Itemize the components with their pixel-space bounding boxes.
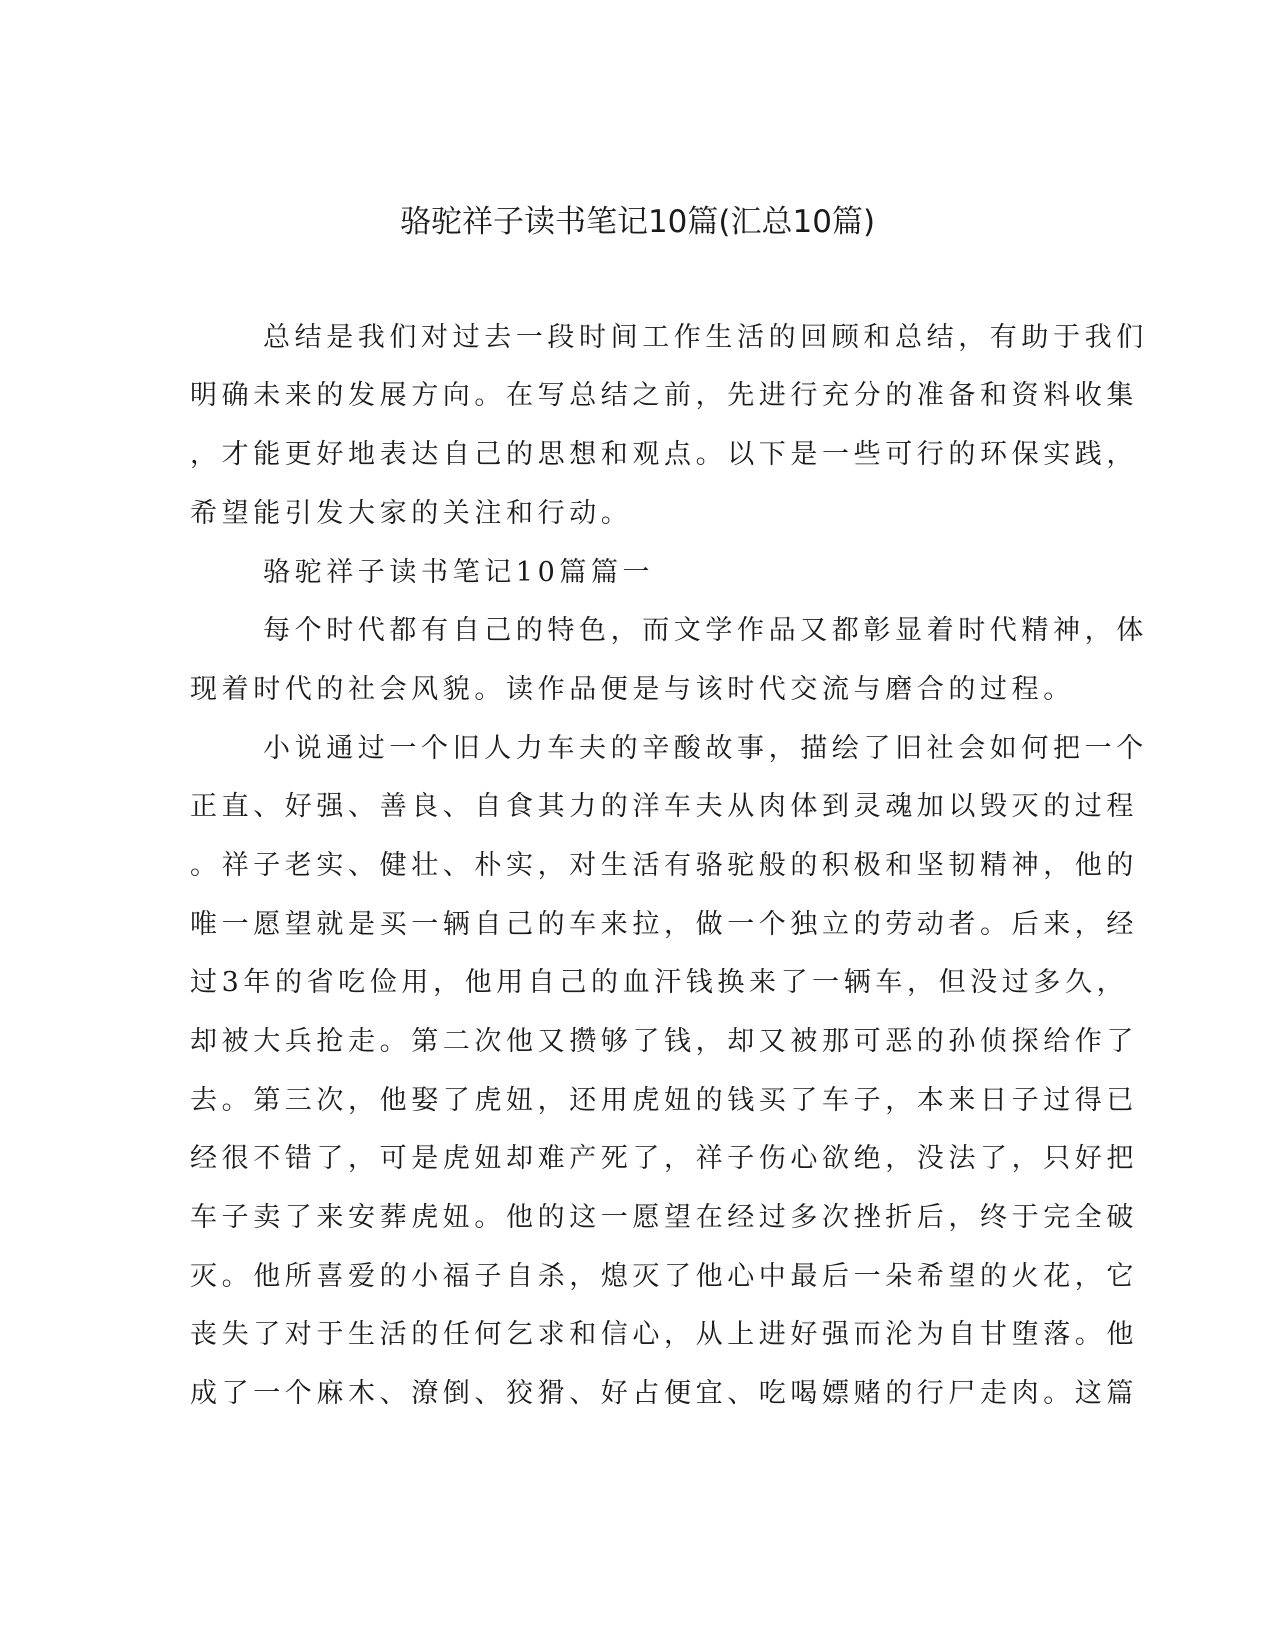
paragraph-line: 却被大兵抢走。第二次他又攒够了钱，却又被那可恶的孙侦探给作了 — [190, 1026, 1138, 1057]
section-heading: 骆驼祥子读书笔记10篇篇一 — [263, 557, 655, 588]
document-title: 骆驼祥子读书笔记10篇(汇总10篇) — [399, 204, 876, 240]
paragraph-line: 每个时代都有自己的特色，而文学作品又都彰显着时代精神，体 — [263, 615, 1148, 646]
paragraph-line: 正直、好强、善良、自食其力的洋车夫从肉体到灵魂加以毁灭的过程 — [190, 791, 1138, 822]
paragraph-line: 现着时代的社会风貌。读作品便是与该时代交流与磨合的过程。 — [190, 674, 1075, 705]
paragraph-line: 车子卖了来安葬虎妞。他的这一愿望在经过多次挫折后，终于完全破 — [190, 1202, 1138, 1233]
paragraph-line: 成了一个麻木、潦倒、狡猾、好占便宜、吃喝嫖赌的行尸走肉。这篇 — [190, 1378, 1138, 1409]
paragraph-line: 经很不错了，可是虎妞却难产死了，祥子伤心欲绝，没法了，只好把 — [190, 1143, 1138, 1174]
paragraph-line: 。祥子老实、健壮、朴实，对生活有骆驼般的积极和坚韧精神，他的 — [190, 850, 1138, 881]
paragraph-line: 灭。他所喜爱的小福子自杀，熄灭了他心中最后一朵希望的火花，它 — [190, 1261, 1138, 1292]
paragraph-line: 去。第三次，他娶了虎妞，还用虎妞的钱买了车子，本来日子过得已 — [190, 1085, 1138, 1116]
paragraph-line: ，才能更好地表达自己的思想和观点。以下是一些可行的环保实践， — [190, 439, 1138, 470]
paragraph-line: 丧失了对于生活的任何乞求和信心，从上进好强而沦为自甘堕落。他 — [190, 1319, 1138, 1350]
paragraph-line: 唯一愿望就是买一辆自己的车来拉，做一个独立的劳动者。后来，经 — [190, 909, 1138, 940]
paragraph-line: 小说通过一个旧人力车夫的辛酸故事，描绘了旧社会如何把一个 — [263, 733, 1148, 764]
paragraph-line: 过3年的省吃俭用，他用自己的血汗钱换来了一辆车，但没过多久， — [190, 967, 1129, 998]
paragraph-line: 总结是我们对过去一段时间工作生活的回顾和总结，有助于我们 — [263, 322, 1148, 353]
paragraph-line: 明确未来的发展方向。在写总结之前，先进行充分的准备和资料收集 — [190, 380, 1138, 411]
paragraph-line: 希望能引发大家的关注和行动。 — [190, 498, 633, 529]
